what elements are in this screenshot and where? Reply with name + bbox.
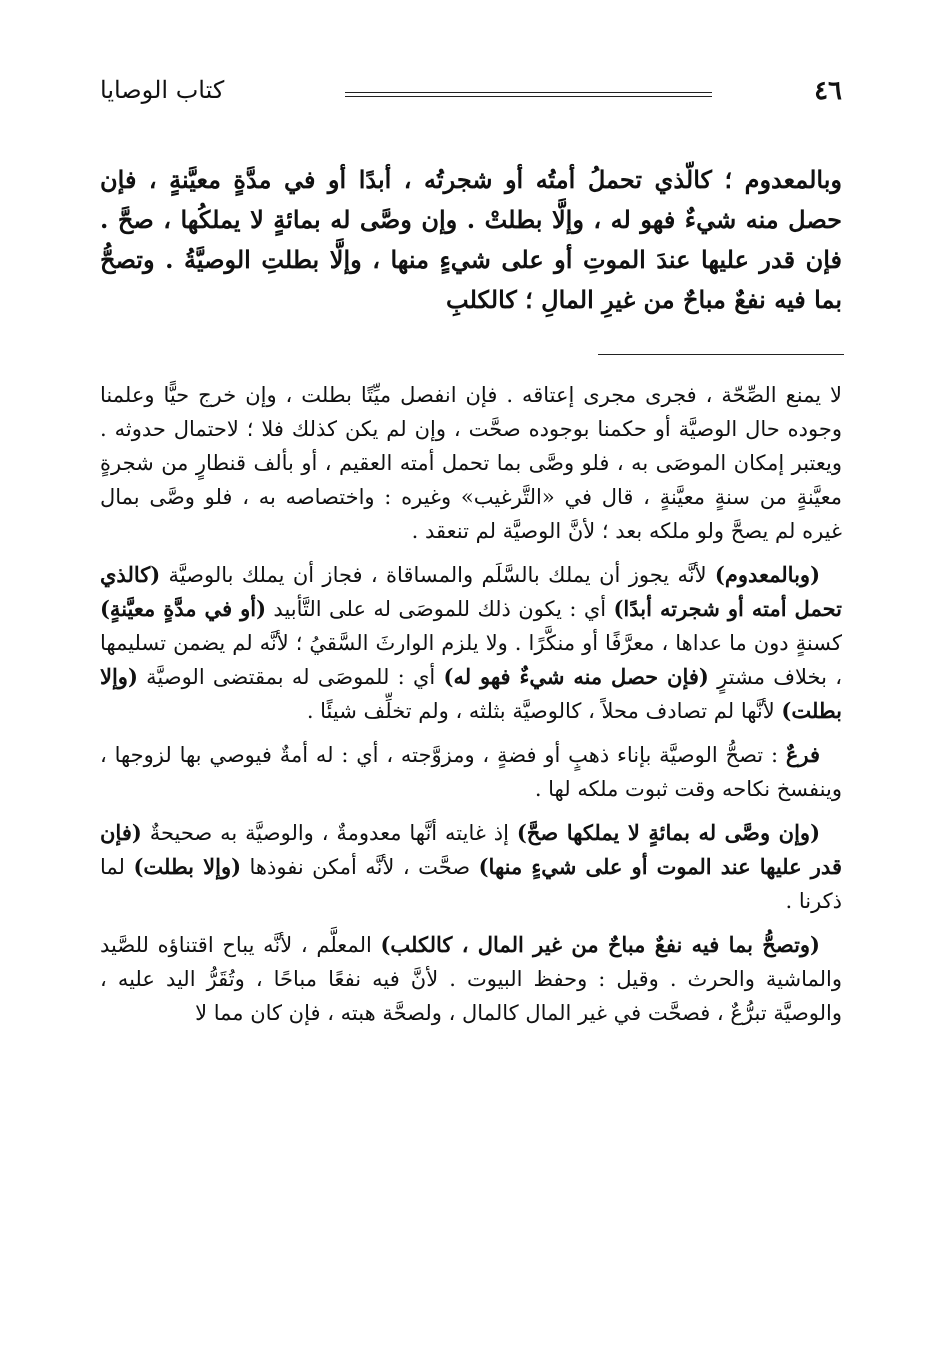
commentary-paragraph-1: لا يمنع الصِّحّة ، فجرى مجرى إعتاقه . فإن انفصل ميِّتًا بطلت ، وإن خرج حيًّا وعلمنا وجوده حال الوصيَّة أو حكمنا بوجوده صحَّت ، وإن لم يكن كذلك فلا ؛ لاحتمال حدوثه . ويعتبر إمكان الموصَى به ، فلو وصَّى بما تحمل أمته العقيم ، أو بألف قنطارٍ من شجرةٍ معيَّنةٍ من سنةٍ معيَّنةٍ ، قال في «التَّرغيب» وغيره : واختصاصه به ، فلو وصَّى بمال غيره لم يصحَّ ولو ملكه بعد ؛ لأنَّ الوصيَّة لم تنعقد .	[100, 383, 842, 543]
chapter-title: كتاب الوصايا	[100, 76, 225, 104]
page-header	[100, 72, 842, 112]
explanation-text: صحَّت ، لأنَّه أمكن نفوذها	[241, 855, 479, 879]
explanation-text: كسنةٍ دون ما عداها ، معرَّفًا أو منكَّرًا . ولا يلزم الوارثَ السَّقيُ ؛ لأنَّه لم يضمن تسليمها ، بخلاف مشترٍ	[100, 631, 842, 689]
quoted-text: (فإن حصل منه شيءٌ فهو له)	[443, 664, 709, 689]
explanation-text: أي : للموصَى له بمقتضى الوصيَّة	[137, 665, 444, 689]
explanation-text: : تصحُّ الوصيَّة بإناء ذهبٍ أو فضةٍ ، ومزوَّجته ، أي : له أمةٌ فيوصي بها لزوجها ، وينفسخ نكاحه وقت ثبوت ملكه لها .	[100, 743, 842, 801]
explanation-text: لأنَّها لم تصادف محلاً ، كالوصيَّة بثلثه ، ولم تخلِّف شيئًا .	[306, 699, 782, 723]
commentary-paragraph-4	[100, 816, 842, 918]
quoted-text: (كالذي تحمل أمته أو شجرته أبدًا)	[100, 562, 842, 621]
quoted-text: (وإلا بطلت)	[133, 854, 242, 879]
quoted-text: (وتصحُّ بما فيه نفعٌ مباحٌ من غير المال ، كالكلب)	[380, 932, 820, 957]
main-text-block: وبالمعدوم ؛ كالّذي تحملُ أمتُه أو شجرتُه ، أبدًا أو في مدَّةٍ معيَّنةٍ ، فإن حصل منه شيءٌ فهو له ، وإلَّا بطلتْ . وإن وصَّى له بمائةٍ لا يملكُها ، صحَّ . فإن قدر عليها عندَ الموتِ أو على شيءٍ منها ، وإلَّا بطلتِ الوصيَّةُ . وتصحُّ بما فيه نفعٌ مباحٌ من غيرِ المالِ ؛ كالكلبِ	[100, 165, 842, 314]
explanation-text: لأنَّه يجوز أن يملك بالسَّلَم والمساقاة ، فجاز أن يملك بالوصيَّة	[160, 563, 715, 587]
quoted-text: (وإلا بطلت)	[100, 664, 842, 723]
commentary-paragraph-3	[100, 738, 842, 806]
explanation-text: المعلَّم ، لأنَّه يباح اقتناؤه للصَّيد والماشية والحرث . وقيل : وحفظ البيوت . لأنَّ فيه نفعًا مباحًا ، وتُقَرُّ اليد عليه ، والوصيَّة تبرُّعٌ ، فصحَّت في غير المال كالمال ، ولصحَّة هبته ، فإن كان مما لا	[100, 933, 842, 1025]
header-rule	[345, 92, 712, 97]
commentary-paragraph-2	[100, 558, 842, 728]
explanation-text: إذ غايته أنَّها معدومةٌ ، والوصيَّة به صحيحةٌ	[141, 821, 517, 845]
explanation-text: أي : يكون ذلك للموصَى له على التَّأبيد	[266, 597, 614, 621]
explanation-text: لما ذكرنا .	[100, 855, 842, 913]
footnote-divider	[598, 354, 844, 355]
commentary-block	[100, 378, 842, 1040]
quoted-text: (وبالمعدوم)	[714, 562, 820, 587]
quoted-text: (أو في مدَّةٍ معيَّنةٍ)	[100, 596, 267, 621]
quoted-text: (وإن وصَّى له بمائةٍ لا يملكها صحَّ)	[516, 820, 821, 845]
commentary-paragraph-5	[100, 928, 842, 1030]
quoted-text: (فإن قدر عليها عند الموت أو على شيءٍ منها)	[100, 820, 842, 879]
branch-label: فرعٌ	[785, 742, 820, 767]
page-number: ٤٦	[814, 76, 842, 106]
